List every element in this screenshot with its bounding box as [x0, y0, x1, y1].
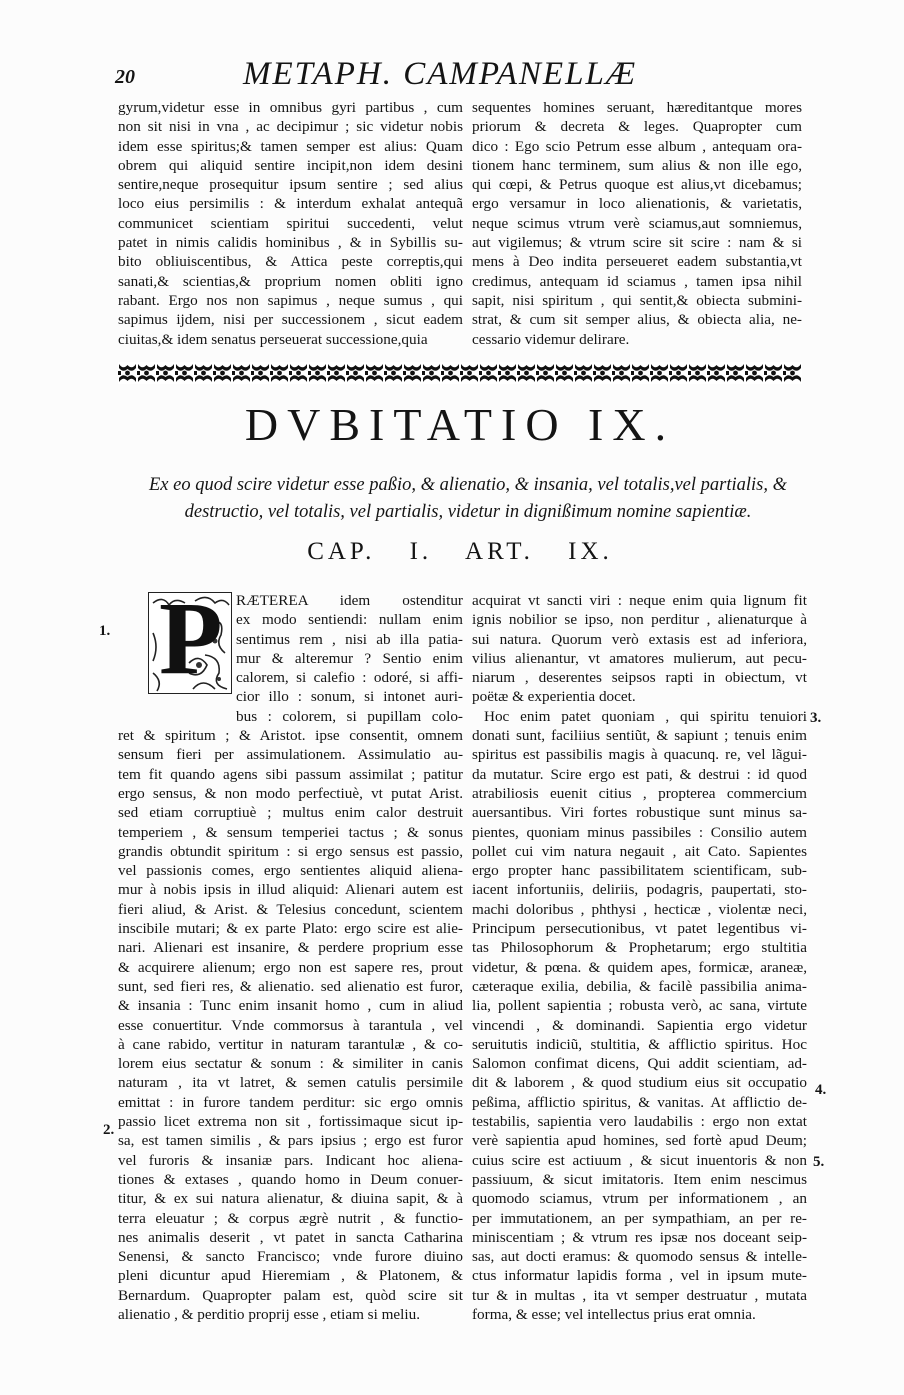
text-line: grandis obtundit spiritum : si ergo sensus est passio,	[118, 842, 463, 860]
running-title: METAPH. CAMPANELLÆ	[243, 56, 638, 92]
margin-number: 1.	[99, 623, 111, 639]
text-line: sa, est tamen similis , & pars ipsius ; ergo est furor	[118, 1132, 463, 1150]
ornament-pattern-icon	[118, 362, 802, 384]
text-line: cæteraque exilia, debilia, & facilè passibilia anima-	[472, 977, 807, 995]
text-line: tionem hanc terminem, sum alius & non ille ego,	[472, 156, 802, 174]
text-line: passiuum, & sicut imitatoris. Item enim nescimus	[472, 1170, 807, 1188]
text-line: miniscentiam ; & vtrum res ipsæ nos doceant seip-	[472, 1228, 807, 1246]
text-line: neque scimus vtrum verè sciamus,aut somniemus,	[472, 214, 802, 232]
text-line: fieri aliud, & Arist. & Telesius concedunt, scientem	[118, 900, 463, 918]
text-line: Principum persecutionibus, vt patet legentibus vi-	[472, 920, 807, 938]
text-line: ret & spiritum ; & Aristot. ipse consentit, omnem	[118, 727, 463, 745]
section-summary	[118, 472, 818, 526]
chapter-label: CAP. I.	[307, 538, 433, 565]
text-line: sentimus rem , nisi ab illa patia-	[236, 630, 463, 648]
text-line: titur, & ex sui natura alienatur, & diuina sapit, & à	[118, 1190, 463, 1208]
text-line: emittat : in furore tandem perditur: sic ergo omnis	[118, 1093, 463, 1111]
text-line: vilius alienantur, vt amatores mulierum, aut pecu-	[472, 649, 807, 667]
text-line: bus : colorem, si pupillam colo-	[236, 707, 463, 725]
margin-number: 3.	[810, 710, 822, 726]
text-line: sapit, nisi spiritum , qui sentit,& obiecta submini-	[472, 291, 802, 309]
text-line: vel passionis comes, ergo sentientes aliquid aliena-	[118, 862, 463, 880]
text-line: idem esse spiritus;& tamen semper est alius: Quam	[118, 137, 463, 155]
text-line: passio licet extrema non sit , fortissimaque sicut ip-	[118, 1113, 463, 1131]
text-line: calorem, si calefio : odoré, si affi-	[236, 669, 463, 687]
text-line: sapimus ijdem, nisi per successionem , sicut eadem	[118, 311, 463, 329]
text-line: & insania : Tunc enim insanit homo , cum in aliud	[118, 997, 463, 1015]
text-line: ctus informatur lapidis forma , vel in ipsum mute-	[472, 1267, 807, 1285]
top-right-column	[472, 98, 802, 349]
text-line: sui natura. Quorum verò extasis est ad inferiora,	[472, 630, 807, 648]
text-line: auersantibus. Viri fortes robustique sunt minus sa-	[472, 804, 807, 822]
text-line: cior illo : sonum, si intonet auri-	[236, 688, 463, 706]
text-line: testabilis, sapientia vero laudabilis : ergo non extat	[472, 1113, 807, 1131]
summary-line: destructio, vel totalis, vel partialis, videtur in dignißimum nomine sapientiæ.	[184, 502, 752, 522]
text-line: ergo propter hanc passibilitatem scientificam, sub-	[472, 862, 807, 880]
text-line: communicet scientiam spiritui succedenti, velut	[118, 214, 463, 232]
text-line: forma, & esse; vel intellectus prius erat omnia.	[472, 1305, 756, 1323]
text-line: lorem eius sectatur & sonum : & similiter in canis	[118, 1055, 463, 1073]
text-line: nari. Alienari est insanire, & perdere proprium esse	[118, 939, 463, 957]
drop-cap-letter: P	[159, 592, 223, 694]
text-line: vincendi , & dominandi. Sapientia ergo videtur	[472, 1016, 807, 1034]
text-line: & acquirere alienum; ergo non est sapere res, prout	[118, 958, 463, 976]
text-line: aut vigilemus; & vtrum scire sit scire : nam & si	[472, 234, 802, 252]
text-line: Bernardum. Quapropter palam est, quòd scire sit	[118, 1286, 463, 1304]
text-line: loco eius persimilis : & interdum exhalat antequã	[118, 195, 463, 213]
text-line: per immutationem, an per sympathiam, an per re-	[472, 1209, 807, 1227]
chapter-heading	[118, 538, 802, 566]
margin-number: 5.	[813, 1154, 825, 1170]
text-line: nes animalis deserit , vt patet in sancta Catharina	[118, 1228, 463, 1246]
text-line: Senensi, & sancto Francisco; vnde furore diuino	[118, 1248, 463, 1266]
text-line: alienatio , & perditio proprij esse , etiam si meliu.	[118, 1305, 420, 1323]
text-line: Salomon confimat dicens, Qui addit scientiam, ad-	[472, 1055, 807, 1073]
text-line: temperiem , & sensum temperiei tactus ; & sonus	[118, 823, 463, 841]
text-line: ignis nobilior se ipso, non perditur , alienaturque à	[472, 611, 807, 629]
text-line: ergo sensus, & non modo perfectiuè, vt putat Arist.	[118, 784, 463, 802]
bottom-right-column	[472, 591, 807, 1324]
page-number: 20	[115, 66, 135, 88]
text-line: esse conuertitur. Vnde commorsus à tarantula , vel	[118, 1016, 463, 1034]
text-line: tiones & extases , quando homo in Deum conuer-	[118, 1170, 463, 1188]
text-line: acquirat vt sancti viri : neque enim quia lignum fit	[472, 592, 807, 609]
decorated-initial	[148, 592, 232, 694]
text-line: dit & laborem , & quod studium eius sit occupatio	[472, 1074, 807, 1092]
text-line: gyrum,videtur esse in omnibus gyri partibus , cum	[118, 99, 463, 116]
text-line: inscibile mutari; & ex parte Plato: ergo scire est alie-	[118, 920, 463, 938]
text-line: donati sunt, faciliius sentiũt, & sapiunt ; tenuis enim	[472, 727, 807, 745]
text-line: mens à Deo indita perseueret eadem substantia,vt	[472, 253, 802, 271]
text-line: strat, & cum sit semper alius, & obiecta alia, ne-	[472, 311, 802, 329]
text-line: sanati,& scientias,& proprium nomen obliti igno	[118, 272, 463, 290]
text-line: pientes, quoniam minus passibiles : Consilio autem	[472, 823, 807, 841]
text-line: machi doloribus , phthysi , hecticæ , violentæ neci,	[472, 900, 807, 918]
text-line: cessario videmur delirare.	[472, 330, 630, 348]
text-line: vel furoris & insaniæ pars. Indicant hoc aliena-	[118, 1151, 463, 1169]
text-line: niarum , deserentes seipsos rapti in obiectum, vt	[472, 669, 807, 687]
text-line: sequentes homines seruant, hæreditantque mores	[472, 99, 802, 116]
margin-number: 4.	[815, 1082, 827, 1098]
text-line: ergo versamur in loco alienationis, & varietatis,	[472, 195, 802, 213]
text-line: lia, pollent sapientia ; robusta verò, ac sana, virtute	[472, 997, 807, 1015]
text-line: ex modo sentiendi: nullam enim	[236, 611, 463, 629]
text-line: mur à nobis ipsis in illud aliquid: Alienari autem est	[118, 881, 463, 899]
text-line: atrabiliosis euenit citius , propterea commercium	[472, 784, 807, 802]
text-line: dico : Ego scio Petrum esse album , antequam ora-	[472, 137, 802, 155]
text-line: patet in nimis calidis hominibus , & in Sybillis su-	[118, 234, 463, 252]
text-line: priorum & decreta & leges. Quapropter cum	[472, 118, 802, 136]
text-line: Hoc enim patet quoniam , qui spiritu tenuiori	[484, 707, 807, 725]
text-line: sentire,neque prosequitur ipsum sentire ; sed alius	[118, 176, 463, 194]
running-header	[115, 58, 805, 98]
text-line: tur & in multas , ita vt semper destruatur , mutata	[472, 1286, 807, 1304]
text-line: qui cœpi, & Petrus quoque est alius,vt dicebamus;	[472, 176, 802, 194]
section-title: DVBITATIO IX.	[244, 399, 676, 450]
text-line: à cane rabido, vertitur in naturam tarantulæ , & co-	[118, 1035, 463, 1053]
text-line: da mutatur. Scire ergo est pati, & destrui : id quod	[472, 765, 807, 783]
text-line: quomodo sciamus, vtrum per informationem , an	[472, 1190, 807, 1208]
text-line: non sit nisi in vna , ac decipimur ; sic videtur nobis	[118, 118, 463, 136]
text-line: naturam , ita vt latret, & semen catulis persimile	[118, 1074, 463, 1092]
text-line: terra eleuatur ; & corpus ægrè nutrit , & functio-	[118, 1209, 463, 1227]
bottom-left-column	[118, 591, 463, 1324]
text-line: pollet cui vim natura negauit , ait Cato. Sapientes	[472, 842, 807, 860]
text-line: sensum fieri per assimulationem. Assimulatio au-	[118, 746, 463, 764]
margin-number: 2.	[103, 1122, 115, 1138]
text-line: cuius scire est actiuum , & sicut inuentoris & non	[472, 1151, 807, 1169]
ornamental-border	[118, 362, 802, 384]
text-line: pleni dicuntur apud Hieremiam , & Platonem, &	[118, 1267, 463, 1285]
text-line: poëtæ & experientia docet.	[472, 688, 636, 706]
text-line: spiritus est passibilis magis à quacunq. re, vel lãgui-	[472, 746, 807, 764]
text-line: ciuitas,& idem senatus perseuerat successione,quia	[118, 330, 428, 348]
text-line: seruitutis indiciũ, stultitia, & afflictio spiritus. Hoc	[472, 1035, 807, 1053]
text-line: bito obliuiscentibus, & Attica peste correptis,qui	[118, 253, 463, 271]
top-left-column	[118, 98, 463, 349]
text-line: verè sapientia apud homines, sed fortè apud Deum;	[472, 1132, 807, 1150]
text-line: sed etiam corruptiuè ; multus enim calor destruit	[118, 804, 463, 822]
text-line: sas, aut docti eramus: & quomodo sensus & intelle-	[472, 1248, 807, 1266]
summary-line: Ex eo quod scire videtur esse paßio, & alienatio, & insania, vel totalis,vel partialis, &	[149, 475, 787, 495]
text-line: mur & alteremur ? Sentio enim	[236, 649, 463, 667]
text-line: tas Philosophorum & Prophetarum; ergo stultitia	[472, 939, 807, 957]
text-line: RÆTEREA idem ostenditur	[236, 592, 463, 609]
text-line: rabant. Ergo nos non sapimus , neque sumus , qui	[118, 291, 463, 309]
text-line: videtur, & pœna. & quidem apes, formicæ, araneæ,	[472, 958, 807, 976]
text-line: obrem qui aliquid sentire incipit,non idem desini	[118, 156, 463, 174]
text-line: tem fit quando agens sibi passum assimilat ; patitur	[118, 765, 463, 783]
text-line: iacent infortuniis, deliriis, podagris, paupertati, sto-	[472, 881, 807, 899]
article-label: ART. IX.	[465, 538, 613, 565]
text-line: sunt, sed fieri res, & alienatio. sed alienatio est furor,	[118, 977, 463, 995]
text-line: peßima, afflictio spiritus, & vanitas. At afflictio de-	[472, 1093, 807, 1111]
text-line: credimus, antequam id sciamus , tamen ipsa nihil	[472, 272, 802, 290]
